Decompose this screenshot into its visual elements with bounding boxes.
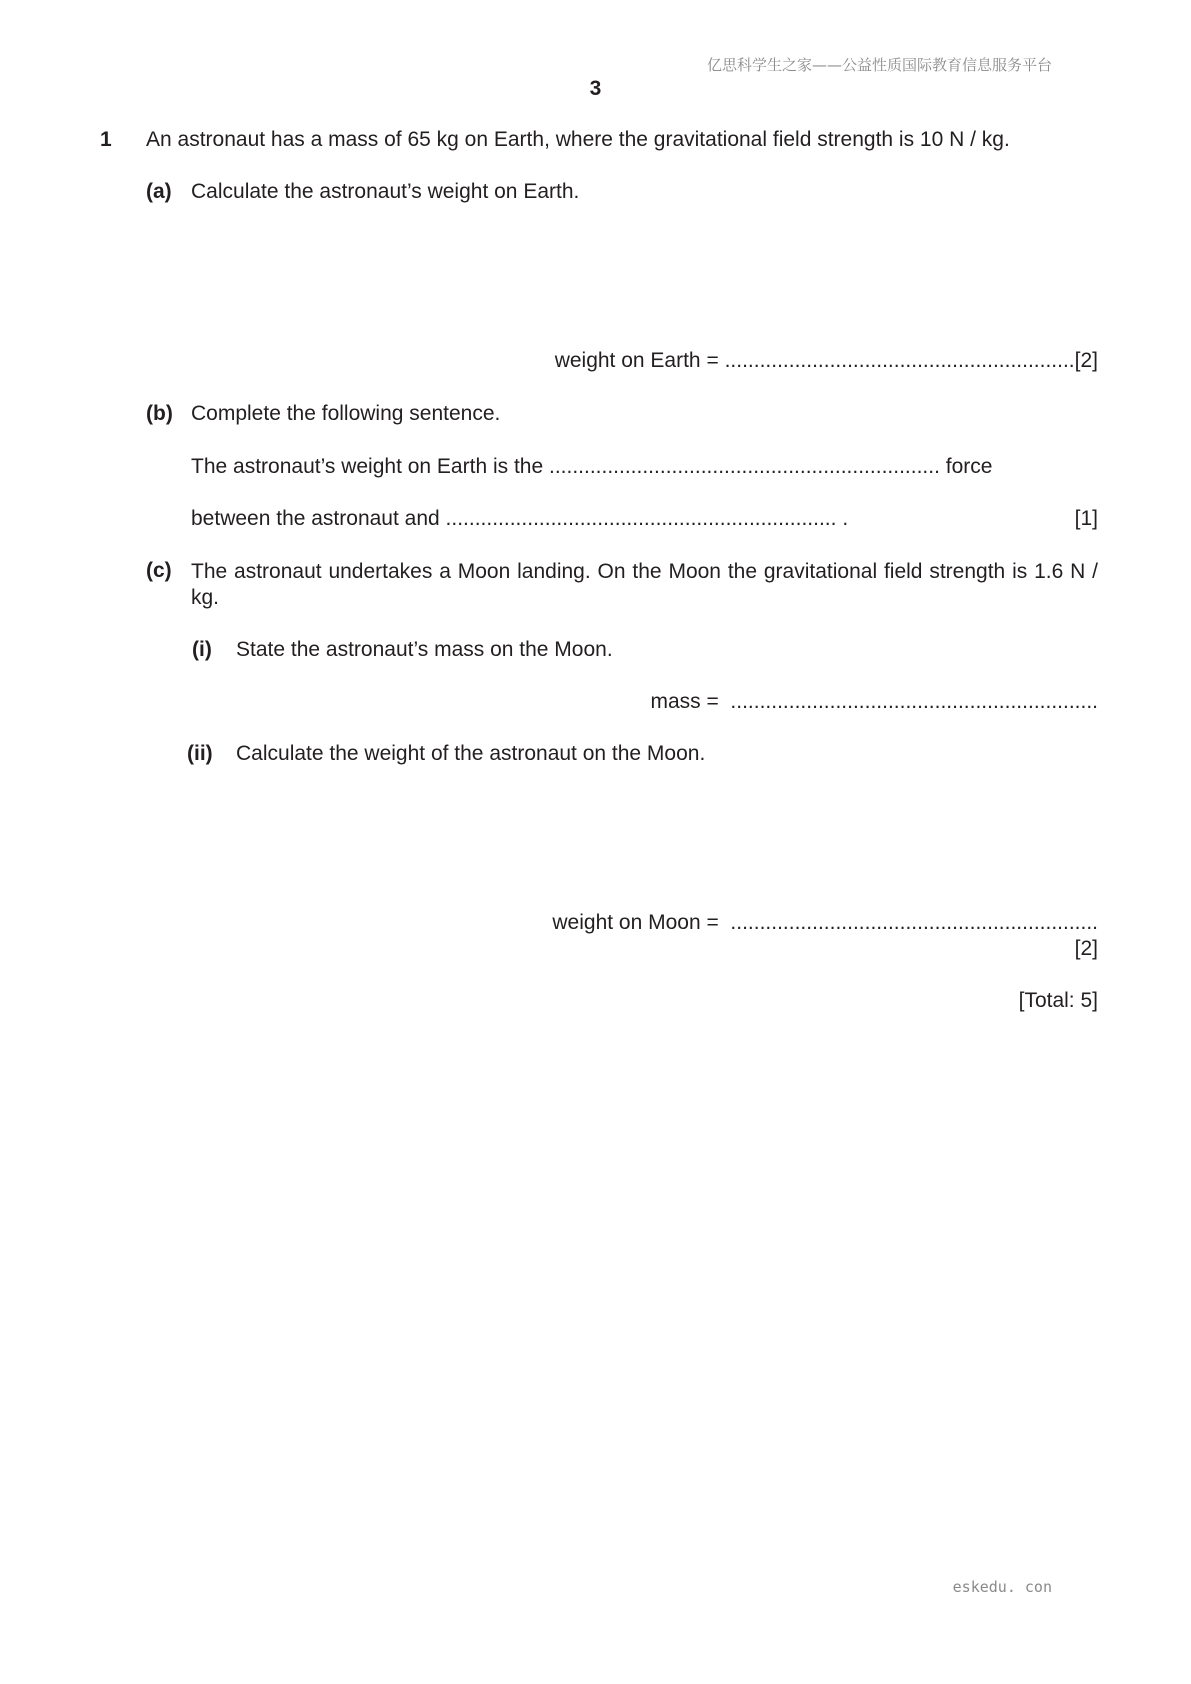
part-c-ii-marks: [2] — [1074, 937, 1098, 960]
part-b-line1-start: The astronaut’s weight on Earth is the — [191, 455, 544, 478]
part-c-ii-answer-line — [552, 911, 1098, 935]
part-c-label: (c) — [146, 559, 172, 582]
part-c-ii-label: (ii) — [187, 742, 213, 765]
question-total: [Total: 5] — [1018, 989, 1098, 1012]
part-b-line2-end: . — [842, 507, 849, 530]
part-b-text: Complete the following sentence. — [191, 402, 501, 425]
part-c-i-answer-line — [650, 690, 1098, 714]
part-a-answer-label: weight on Earth = — [554, 349, 719, 372]
part-b-blank-1[interactable]: ................................................................... — [549, 455, 940, 478]
part-b-line1-end: force — [945, 455, 993, 478]
part-c-i-answer-dots[interactable]: ............................................................... — [730, 690, 1098, 713]
part-a-answer-dots[interactable]: ............................................................ — [724, 349, 1075, 372]
part-c-i-label: (i) — [192, 638, 212, 661]
part-c-text: The astronaut undertakes a Moon landing. On the Moon the gravitational field strength is 1.6 N / kg. — [191, 560, 1098, 609]
part-c-ii-answer-label: weight on Moon = — [552, 911, 719, 934]
part-b-blank-2[interactable]: ................................................................... — [445, 507, 837, 530]
header-watermark: 亿思科学生之家——公益性质国际教育信息服务平台 — [706, 56, 1052, 74]
part-c-ii-answer-dots[interactable]: ............................................................... — [730, 911, 1098, 934]
part-a-text: Calculate the astronaut’s weight on Earth. — [191, 180, 580, 203]
part-b-line1 — [191, 455, 992, 479]
question-number: 1 — [100, 128, 112, 151]
part-c-ii-text: Calculate the weight of the astronaut on the Moon. — [236, 742, 706, 765]
question-stem: An astronaut has a mass of 65 kg on Earth, where the gravitational field strength is 10 N / kg. — [146, 128, 1010, 151]
part-a-marks: [2] — [1074, 349, 1098, 372]
footer-site: eskedu. con — [952, 1578, 1052, 1596]
part-c-i-text: State the astronaut’s mass on the Moon. — [236, 638, 613, 661]
part-b-line2 — [191, 507, 848, 531]
part-b-label: (b) — [146, 402, 173, 425]
part-c-i-answer-label: mass = — [650, 690, 719, 713]
page-number: 3 — [589, 77, 602, 100]
part-a-label: (a) — [146, 180, 172, 203]
part-b-marks: [1] — [1074, 507, 1098, 530]
part-a-answer-line — [555, 349, 1098, 373]
part-b-line2-start: between the astronaut and — [191, 507, 440, 530]
